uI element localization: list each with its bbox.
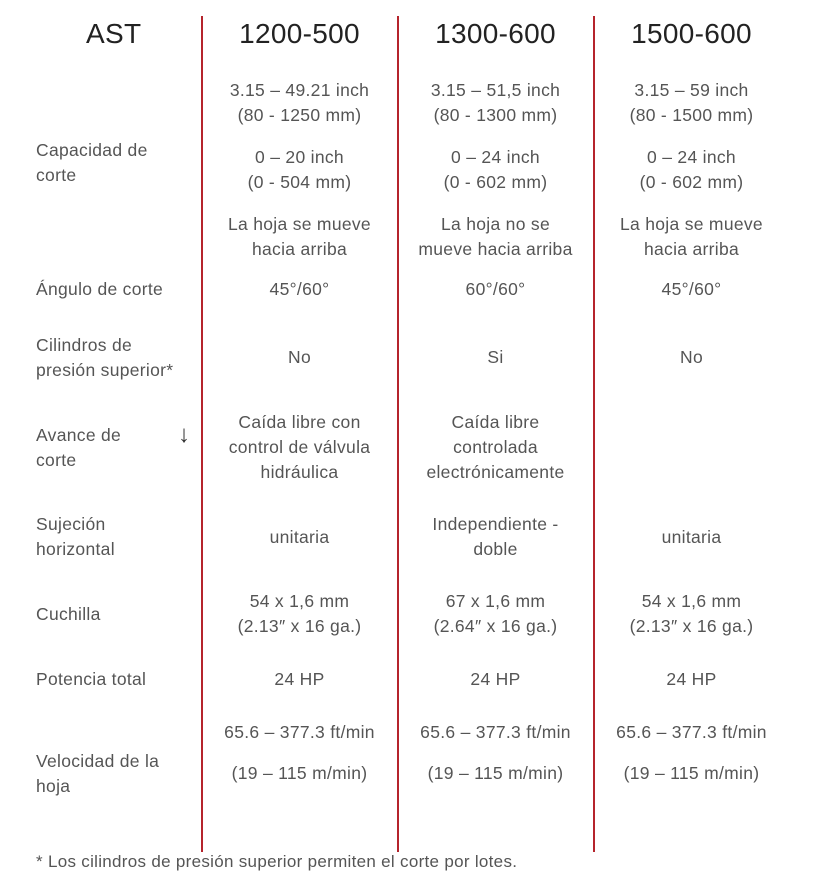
model-header-1500-600: 1500-600 bbox=[631, 18, 752, 49]
cell-line: hacia arriba bbox=[643, 239, 740, 259]
cell-line: Independiente - bbox=[432, 514, 559, 534]
row-label-speed bbox=[36, 749, 159, 799]
row-label-clamping bbox=[36, 512, 115, 562]
clamping-1500 bbox=[594, 525, 789, 550]
cell-line: control de válvula bbox=[228, 437, 371, 457]
feed-1200 bbox=[202, 410, 397, 485]
row-label-line: Sujeción bbox=[36, 514, 106, 534]
cell-line: unitaria bbox=[269, 527, 330, 547]
row-label-power: Potencia total bbox=[36, 669, 147, 689]
cell-line: electrónicamente bbox=[426, 462, 565, 482]
row-label-line: horizontal bbox=[36, 539, 115, 559]
cell-line: (80 - 1250 mm) bbox=[237, 105, 362, 125]
row-label-line: hoja bbox=[36, 776, 71, 796]
row-label-line: Capacidad de bbox=[36, 140, 148, 160]
capacity-blade-1500 bbox=[594, 212, 789, 262]
capacity-round-1200 bbox=[202, 78, 397, 128]
cell-line: 67 x 1,6 mm bbox=[445, 591, 546, 611]
blade-1500 bbox=[594, 589, 789, 639]
row-label-line: presión superior* bbox=[36, 360, 174, 380]
row-label-line: Cilindros de bbox=[36, 335, 133, 355]
cell-line: (2.64″ x 16 ga.) bbox=[433, 616, 558, 636]
cell-line: Caída libre bbox=[451, 412, 540, 432]
capacity-blade-1200 bbox=[202, 212, 397, 262]
cell-line: (0 - 602 mm) bbox=[639, 172, 744, 192]
cell-line: unitaria bbox=[661, 527, 722, 547]
blade-1200 bbox=[202, 589, 397, 639]
cell-line: 3.15 – 59 inch bbox=[634, 80, 749, 100]
cell-line: 3.15 – 51,5 inch bbox=[430, 80, 561, 100]
arrow-down-icon: ↓ bbox=[178, 421, 190, 448]
clamping-1200 bbox=[202, 525, 397, 550]
power-1300: 24 HP bbox=[470, 669, 521, 689]
model-header-1300-600: 1300-600 bbox=[435, 18, 556, 49]
row-label-cylinders bbox=[36, 333, 173, 383]
cell-line: controlada bbox=[453, 437, 538, 457]
cell-line: (80 - 1500 mm) bbox=[629, 105, 754, 125]
model-header-1200-500: 1200-500 bbox=[239, 18, 360, 49]
cell-line: (0 - 602 mm) bbox=[443, 172, 548, 192]
speed-ft-1300: 65.6 – 377.3 ft/min bbox=[420, 722, 571, 742]
clamping-1300 bbox=[398, 512, 593, 562]
capacity-round-1300 bbox=[398, 78, 593, 128]
cell-line: (80 - 1300 mm) bbox=[433, 105, 558, 125]
row-label-line: Avance de bbox=[36, 425, 122, 445]
cell-line: La hoja se mueve bbox=[228, 214, 371, 234]
cell-line: hacia arriba bbox=[251, 239, 348, 259]
row-label-line: Velocidad de la bbox=[36, 751, 160, 771]
speed-m-1500: (19 – 115 m/min) bbox=[623, 763, 760, 783]
cell-line: 0 – 24 inch bbox=[451, 147, 540, 167]
cell-line: 54 x 1,6 mm bbox=[249, 591, 350, 611]
capacity-height-1500 bbox=[594, 145, 789, 195]
angle-1300: 60°/60° bbox=[465, 279, 526, 299]
cell-line: (2.13″ x 16 ga.) bbox=[237, 616, 362, 636]
speed-m-1200: (19 – 115 m/min) bbox=[231, 763, 368, 783]
capacity-round-1500 bbox=[594, 78, 789, 128]
angle-1200: 45°/60° bbox=[269, 279, 330, 299]
cell-line: hidráulica bbox=[260, 462, 339, 482]
feed-1300 bbox=[398, 410, 593, 485]
capacity-height-1300 bbox=[398, 145, 593, 195]
cylinders-1500: No bbox=[680, 347, 703, 367]
cell-line: 3.15 – 49.21 inch bbox=[229, 80, 370, 100]
speed-ft-1500: 65.6 – 377.3 ft/min bbox=[616, 722, 767, 742]
cell-line: (2.13″ x 16 ga.) bbox=[629, 616, 754, 636]
cell-line: mueve hacia arriba bbox=[418, 239, 573, 259]
speed-m-1300: (19 – 115 m/min) bbox=[427, 763, 564, 783]
cell-line: La hoja se mueve bbox=[620, 214, 763, 234]
row-label-feed bbox=[36, 423, 121, 473]
cylinders-1200: No bbox=[288, 347, 311, 367]
cell-line: doble bbox=[473, 539, 518, 559]
cell-line: La hoja no se bbox=[441, 214, 550, 234]
power-1200: 24 HP bbox=[274, 669, 325, 689]
row-label-angle: Ángulo de corte bbox=[36, 279, 164, 299]
footnote: * Los cilindros de presión superior permiten el corte por lotes. bbox=[36, 852, 518, 871]
cell-line: (0 - 504 mm) bbox=[247, 172, 352, 192]
capacity-blade-1300 bbox=[398, 212, 593, 262]
cylinders-1300: Si bbox=[487, 347, 504, 367]
cell-line: 0 – 20 inch bbox=[255, 147, 344, 167]
cell-line: 0 – 24 inch bbox=[647, 147, 736, 167]
speed-ft-1200: 65.6 – 377.3 ft/min bbox=[224, 722, 375, 742]
angle-1500: 45°/60° bbox=[661, 279, 722, 299]
row-label-line: corte bbox=[36, 450, 77, 470]
capacity-height-1200 bbox=[202, 145, 397, 195]
brand-header: AST bbox=[86, 18, 142, 49]
row-label-blade: Cuchilla bbox=[36, 604, 101, 624]
row-label-capacity bbox=[36, 138, 148, 188]
power-1500: 24 HP bbox=[666, 669, 717, 689]
cell-line: 54 x 1,6 mm bbox=[641, 591, 742, 611]
blade-1300 bbox=[398, 589, 593, 639]
cell-line: Caída libre con bbox=[238, 412, 361, 432]
row-label-line: corte bbox=[36, 165, 77, 185]
